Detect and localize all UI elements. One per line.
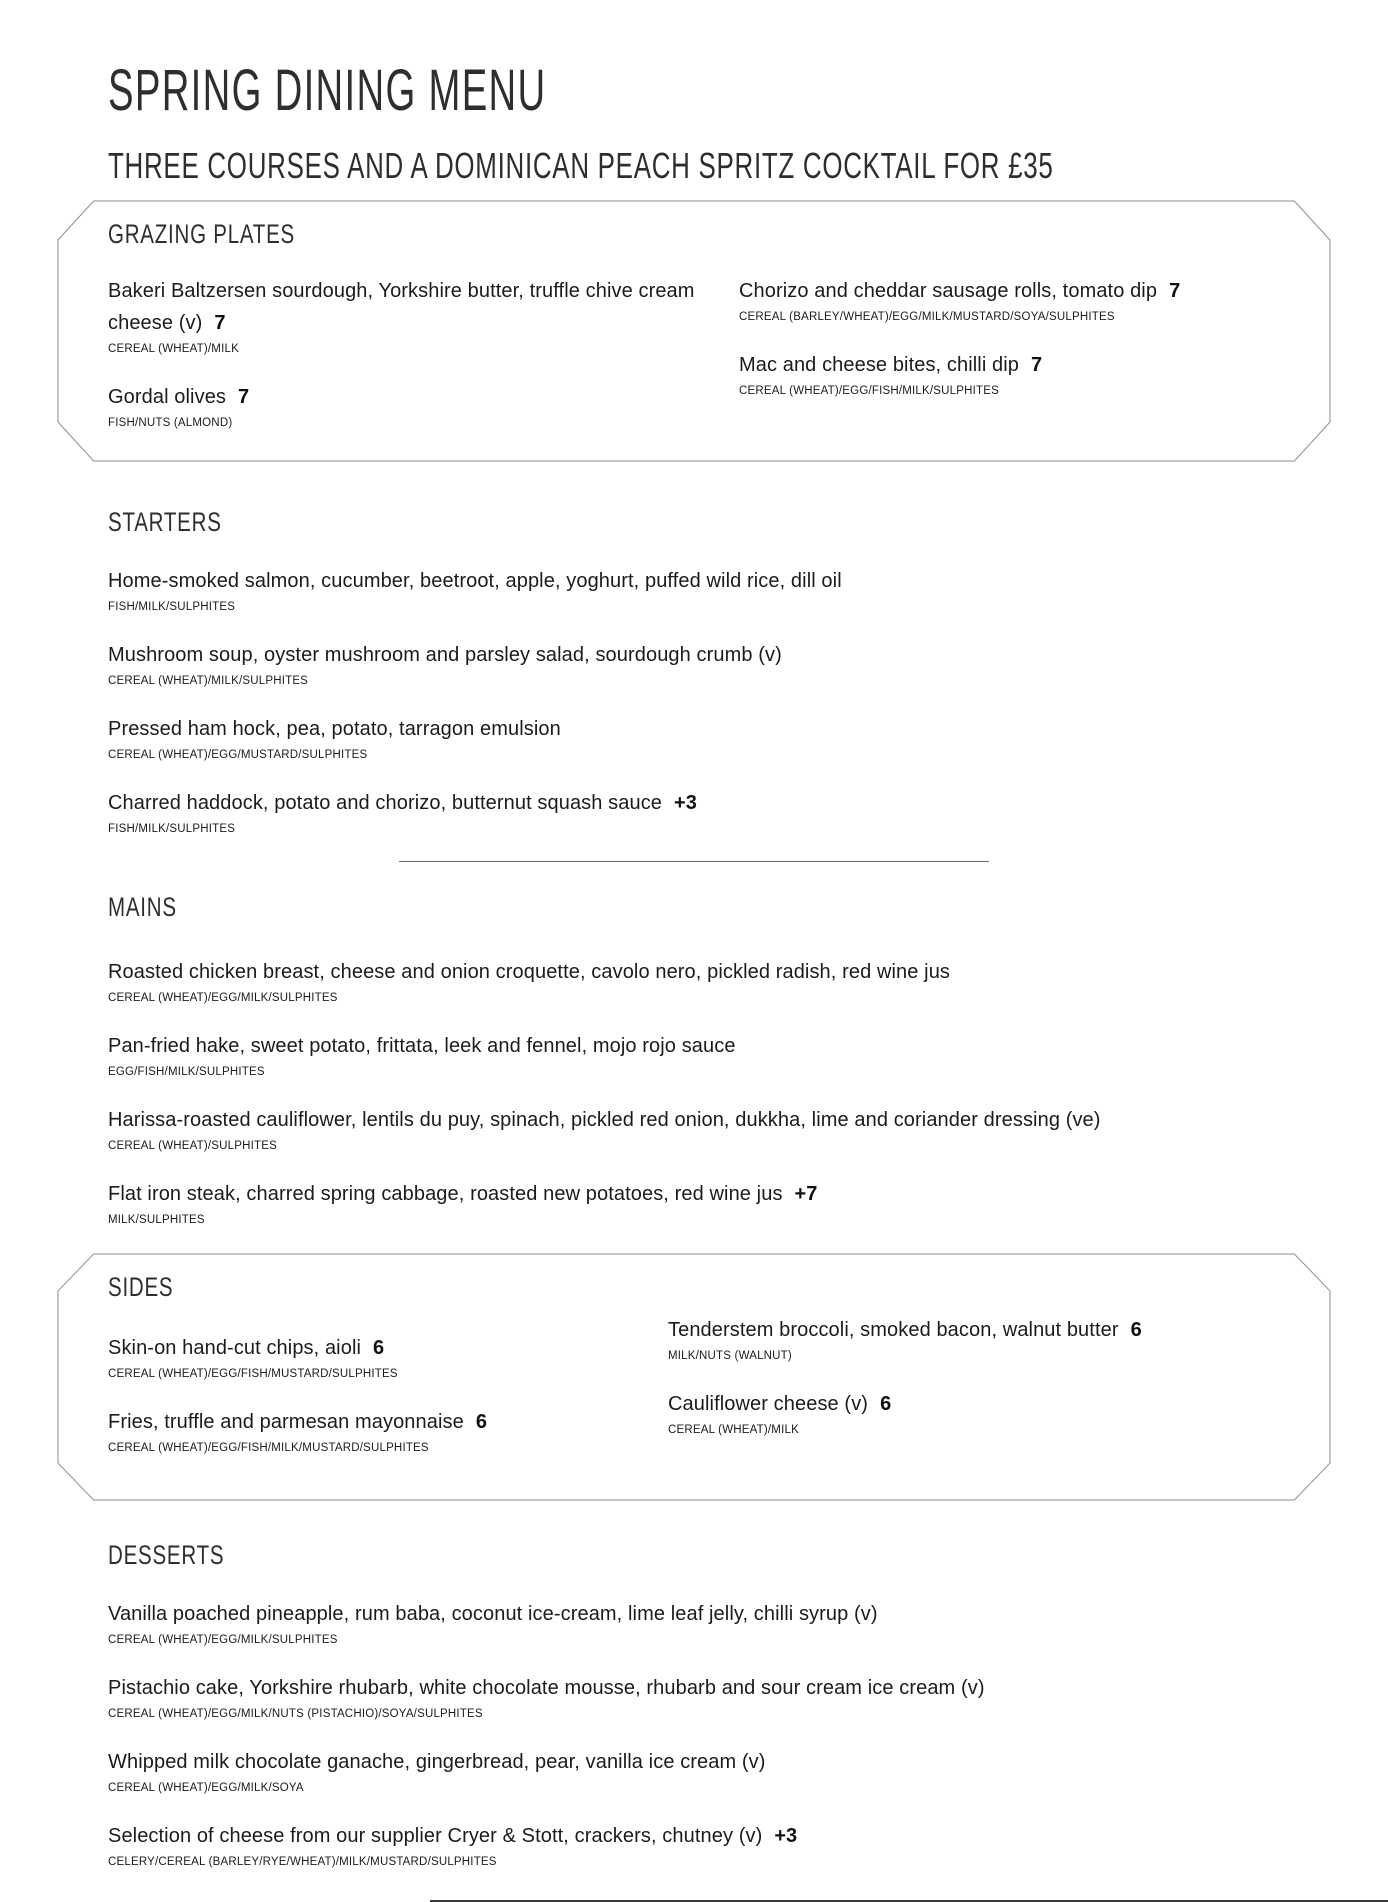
section-starters xyxy=(58,507,1330,837)
item-allergens: CEREAL (WHEAT)/EGG/FISH/MILK/MUSTARD/SULPHITES xyxy=(108,1442,429,1454)
section-heading-starters: STARTERS xyxy=(108,507,222,537)
menu-item-name-line xyxy=(668,1314,1282,1346)
item-allergens: CELERY/CEREAL (BARLEY/RYE/WHEAT)/MILK/MUSTARD/SULPHITES xyxy=(108,1856,497,1868)
menu-item xyxy=(108,713,1320,763)
menu-item-name-line xyxy=(108,1178,1320,1210)
menu-item-name-line xyxy=(108,713,1320,745)
menu-item-name-line xyxy=(108,639,1320,671)
item-name: Pistachio cake, Yorkshire rhubarb, white chocolate mousse, rhubarb and sour cream ice cream (v) xyxy=(108,1677,985,1699)
section-grazing-plates xyxy=(58,201,1330,461)
menu-item xyxy=(108,1820,1320,1870)
item-price: 6 xyxy=(475,1411,487,1433)
item-price: 7 xyxy=(214,312,226,334)
section-heading-grazing-plates: GRAZING PLATES xyxy=(108,219,295,249)
item-allergens: CEREAL (WHEAT)/EGG/MILK/NUTS (PISTACHIO)/SOYA/SULPHITES xyxy=(108,1708,483,1720)
menu-item-name-line xyxy=(108,1332,628,1364)
item-price: 7 xyxy=(1169,280,1181,302)
item-allergens: CEREAL (WHEAT)/EGG/MILK/SULPHITES xyxy=(108,1634,338,1646)
menu-item xyxy=(108,956,1320,1006)
item-allergens: MILK/NUTS (WALNUT) xyxy=(668,1350,792,1362)
menu-item-name-line xyxy=(108,1598,1320,1630)
item-name: Cauliflower cheese (v) xyxy=(668,1393,869,1415)
menu-item-name-line xyxy=(108,956,1320,988)
item-allergens: CEREAL (WHEAT)/MILK xyxy=(668,1424,799,1436)
item-name: Chorizo and cheddar sausage rolls, tomato dip xyxy=(739,280,1158,302)
item-allergens: FISH/NUTS (ALMOND) xyxy=(108,417,233,429)
item-name: Charred haddock, potato and chorizo, butternut squash sauce xyxy=(108,792,663,814)
page-title: SPRING DINING MENU xyxy=(108,58,547,123)
item-name: Gordal olives xyxy=(108,386,227,408)
menu-item xyxy=(668,1388,1282,1438)
item-price: 6 xyxy=(373,1337,385,1359)
item-name: Harissa-roasted cauliflower, lentils du puy, spinach, pickled red onion, dukkha, lime and coriander dressing (ve) xyxy=(108,1109,1101,1131)
sides-left-items xyxy=(108,1332,628,1456)
sides-right-items xyxy=(668,1272,1282,1480)
item-name: Roasted chicken breast, cheese and onion croquette, cavolo nero, pickled radish, red wine jus xyxy=(108,961,951,983)
item-allergens: EGG/FISH/MILK/SULPHITES xyxy=(108,1066,265,1078)
item-allergens: FISH/MILK/SULPHITES xyxy=(108,601,236,613)
menu-item-name-line xyxy=(108,565,1320,597)
menu-item-name-line xyxy=(108,1406,628,1438)
item-name: Mac and cheese bites, chilli dip xyxy=(739,354,1020,376)
menu-item-name-line xyxy=(108,1104,1320,1136)
menu-item-name-line xyxy=(108,381,699,413)
item-name: Home-smoked salmon, cucumber, beetroot, apple, yoghurt, puffed wild rice, dill oil xyxy=(108,570,842,592)
starters-items xyxy=(108,565,1320,837)
item-name: Mushroom soup, oyster mushroom and parsley salad, sourdough crumb (v) xyxy=(108,644,782,666)
sides-columns xyxy=(108,1272,1282,1480)
menu-item xyxy=(108,639,1320,689)
mains-items xyxy=(108,956,1320,1228)
menu-item xyxy=(108,1178,1320,1228)
item-name: Flat iron steak, charred spring cabbage, roasted new potatoes, red wine jus xyxy=(108,1183,783,1205)
grazing-columns xyxy=(108,219,1282,455)
item-name: Vanilla poached pineapple, rum baba, coconut ice-cream, lime leaf jelly, chilli syrup (v) xyxy=(108,1603,878,1625)
item-name: Selection of cheese from our supplier Cryer & Stott, crackers, chutney (v) xyxy=(108,1825,763,1847)
menu-page xyxy=(0,58,1388,1902)
section-heading-desserts: DESSERTS xyxy=(108,1540,225,1570)
section-desserts xyxy=(58,1540,1330,1870)
item-allergens: CEREAL (BARLEY/WHEAT)/EGG/MILK/MUSTARD/SOYA/SULPHITES xyxy=(739,311,1115,323)
grazing-right-items xyxy=(739,219,1282,455)
menu-item xyxy=(108,1104,1320,1154)
section-mains xyxy=(58,892,1330,1228)
item-price: 7 xyxy=(238,386,250,408)
section-sides xyxy=(58,1254,1330,1500)
item-name: Skin-on hand-cut chips, aioli xyxy=(108,1337,362,1359)
menu-item xyxy=(108,1746,1320,1796)
item-allergens: FISH/MILK/SULPHITES xyxy=(108,823,236,835)
item-name: Tenderstem broccoli, smoked bacon, walnut butter xyxy=(668,1319,1119,1341)
page-subtitle: THREE COURSES AND A DOMINICAN PEACH SPRITZ COCKTAIL FOR £35 xyxy=(108,145,1054,186)
item-price: +3 xyxy=(774,1825,798,1847)
item-price: 6 xyxy=(880,1393,892,1415)
item-allergens: CEREAL (WHEAT)/EGG/MUSTARD/SULPHITES xyxy=(108,749,368,761)
section-heading-mains: MAINS xyxy=(108,892,177,922)
menu-item-name-line xyxy=(108,275,699,339)
item-name: Pan-fried hake, sweet potato, frittata, leek and fennel, mojo rojo sauce xyxy=(108,1035,736,1057)
item-price: +3 xyxy=(674,792,697,814)
menu-item xyxy=(668,1314,1282,1364)
grazing-left-column xyxy=(108,219,739,455)
menu-item xyxy=(739,275,1282,325)
menu-item xyxy=(108,1406,628,1456)
menu-item xyxy=(108,1598,1320,1648)
item-name: Bakeri Baltzersen sourdough, Yorkshire butter, truffle chive cream cheese (v) xyxy=(108,280,695,334)
menu-item xyxy=(108,381,699,431)
menu-item-name-line xyxy=(739,349,1282,381)
menu-item xyxy=(739,349,1282,399)
menu-item-name-line xyxy=(739,275,1282,307)
section-divider-line xyxy=(399,861,989,862)
menu-item-name-line xyxy=(108,787,1320,819)
item-name: Fries, truffle and parmesan mayonnaise xyxy=(108,1411,464,1433)
grazing-left-items xyxy=(108,275,699,431)
item-name: Whipped milk chocolate ganache, gingerbread, pear, vanilla ice cream (v) xyxy=(108,1751,766,1773)
item-allergens: CEREAL (WHEAT)/EGG/MILK/SULPHITES xyxy=(108,992,338,1004)
item-price: 7 xyxy=(1031,354,1043,376)
sides-left-column xyxy=(108,1272,668,1480)
menu-item xyxy=(108,275,699,357)
menu-item xyxy=(108,565,1320,615)
item-name: Pressed ham hock, pea, potato, tarragon emulsion xyxy=(108,718,561,740)
item-allergens: CEREAL (WHEAT)/MILK/SULPHITES xyxy=(108,675,309,687)
item-allergens: CEREAL (WHEAT)/MILK xyxy=(108,343,239,355)
item-price: 6 xyxy=(1130,1319,1142,1341)
menu-item xyxy=(108,1332,628,1382)
menu-item-name-line xyxy=(108,1030,1320,1062)
item-allergens: MILK/SULPHITES xyxy=(108,1214,205,1226)
desserts-items xyxy=(108,1598,1320,1870)
menu-item-name-line xyxy=(108,1820,1320,1852)
menu-item xyxy=(108,787,1320,837)
section-heading-sides: SIDES xyxy=(108,1272,174,1302)
item-allergens: CEREAL (WHEAT)/EGG/FISH/MUSTARD/SULPHITES xyxy=(108,1368,398,1380)
menu-item-name-line xyxy=(668,1388,1282,1420)
item-allergens: CEREAL (WHEAT)/SULPHITES xyxy=(108,1140,278,1152)
menu-item xyxy=(108,1672,1320,1722)
item-price: +7 xyxy=(794,1183,818,1205)
menu-item-name-line xyxy=(108,1746,1320,1778)
menu-item xyxy=(108,1030,1320,1080)
item-allergens: CEREAL (WHEAT)/EGG/MILK/SOYA xyxy=(108,1782,304,1794)
menu-item-name-line xyxy=(108,1672,1320,1704)
item-allergens: CEREAL (WHEAT)/EGG/FISH/MILK/SULPHITES xyxy=(739,385,999,397)
